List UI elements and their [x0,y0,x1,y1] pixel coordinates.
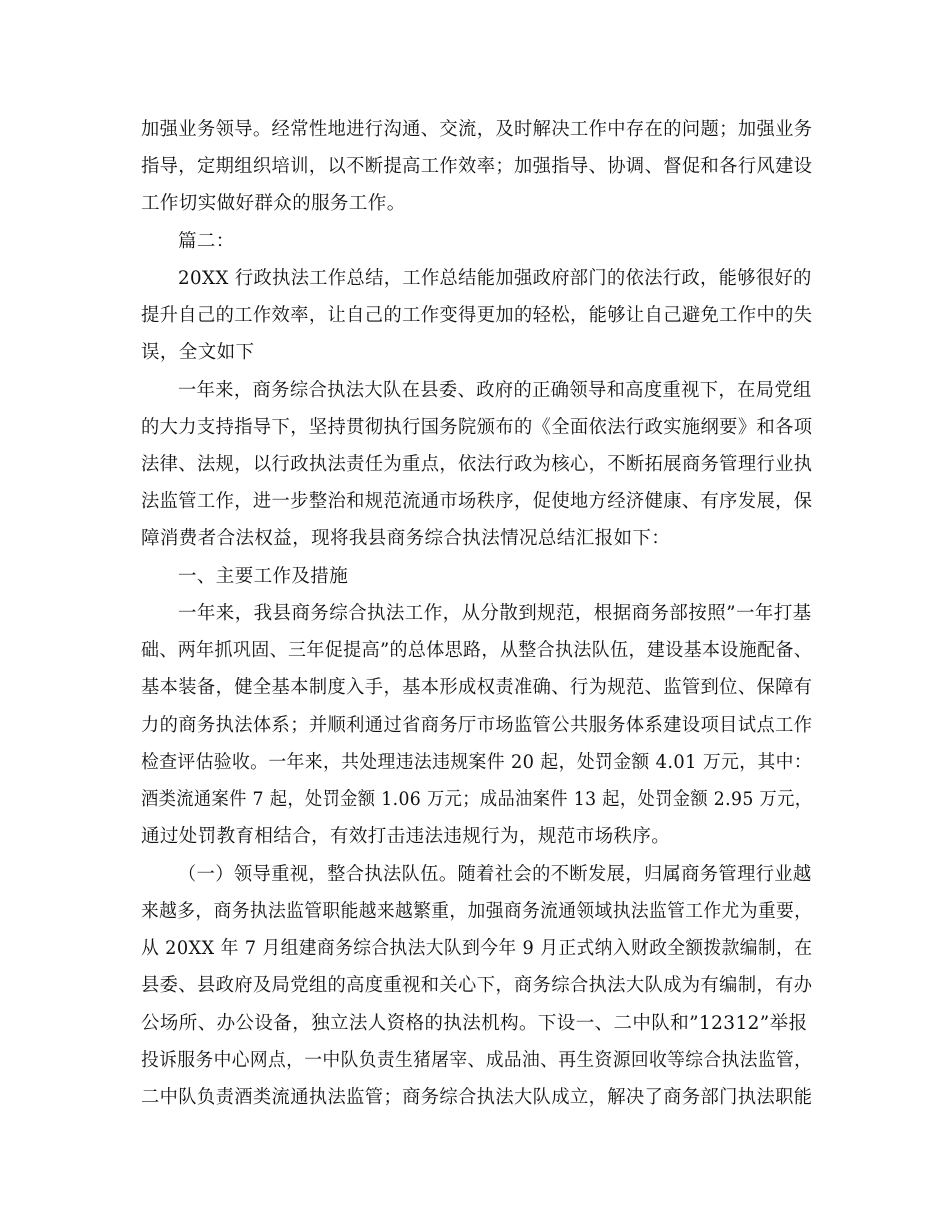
text-line: 指导，定期组织培训，以不断提高工作效率；加强指导、协调、督促和各行风建设 [141,156,813,177]
text-line: 法律、法规，以行政执法责任为重点，依法行政为核心，不断拓展商务管理行业执 [141,454,813,475]
text-line: 法监管工作，进一步整治和规范流通市场秩序，促使地方经济健康、有序发展，保 [141,491,813,512]
text-line: 误，全文如下 [141,342,255,363]
text-line: 提升自己的工作效率，让自己的工作变得更加的轻松，能够让自己避免工作中的失 [141,305,813,326]
text-line: 基本装备，健全基本制度入手，基本形成权责准确、行为规范、监管到位、保障有 [141,677,813,698]
text-line: 公场所、办公设备，独立法人资格的执法机构。下设一、二中队和”12312”举报 [141,1013,808,1034]
text-line: 从 20XX 年 7 月组建商务综合执法大队到今年 9 月正式纳入财政全额拨款编制，在 [141,938,813,959]
text-line: 础、两年抓巩固、三年促提高”的总体思路，从整合执法队伍，建设基本设施配备、 [141,640,813,661]
text-line: 20XX 行政执法工作总结，工作总结能加强政府部门的依法行政，能够很好的 [178,268,812,289]
text-line: 检查评估验收。一年来，共处理违法违规案件 20 起，处罚金额 4.01 万元，其中： [141,752,813,773]
subsection-heading: （一）领导重视，整合执法队伍。随着社会的不断发展，归属商务管理行业越 [178,864,812,885]
section-heading: 篇二： [178,231,235,252]
text-line: 障消费者合法权益，现将我县商务综合执法情况总结汇报如下： [141,528,671,549]
text-line: 酒类流通案件 7 起，处罚金额 1.06 万元；成品油案件 13 起，处罚金额 2.95 万元， [141,789,813,810]
text-line: 投诉服务中心网点，一中队负责生猪屠宰、成品油、再生资源回收等综合执法监管， [141,1050,813,1071]
text-line: 一年来，商务综合执法大队在县委、政府的正确领导和高度重视下，在局党组 [178,380,812,401]
text-line: 加强业务领导。经常性地进行沟通、交流，及时解决工作中存在的问题；加强业务 [141,119,813,140]
text-line: 二中队负责酒类流通执法监管；商务综合执法大队成立，解决了商务部门执法职能 [141,1087,813,1108]
text-line: 一年来，我县商务综合执法工作，从分散到规范，根据商务部按照”一年打基 [178,603,812,624]
text-line: 的大力支持指导下，坚持贯彻执行国务院颁布的《全面依法行政实施纲要》和各项 [141,417,813,438]
text-line: 工作切实做好群众的服务工作。 [141,193,406,214]
text-line: 来越多，商务执法监管职能越来越繁重，加强商务流通领域执法监管工作尤为重要， [141,901,813,922]
text-line: 县委、县政府及局党组的高度重视和关心下，商务综合执法大队成为有编制，有办 [141,975,813,996]
text-line: 力的商务执法体系；并顺利通过省商务厅市场监管公共服务体系建设项目试点工作 [141,715,813,736]
text-line: 通过处罚教育相结合，有效打击违法违规行为，规范市场秩序。 [141,826,671,847]
section-heading: 一、主要工作及措施 [178,566,349,587]
